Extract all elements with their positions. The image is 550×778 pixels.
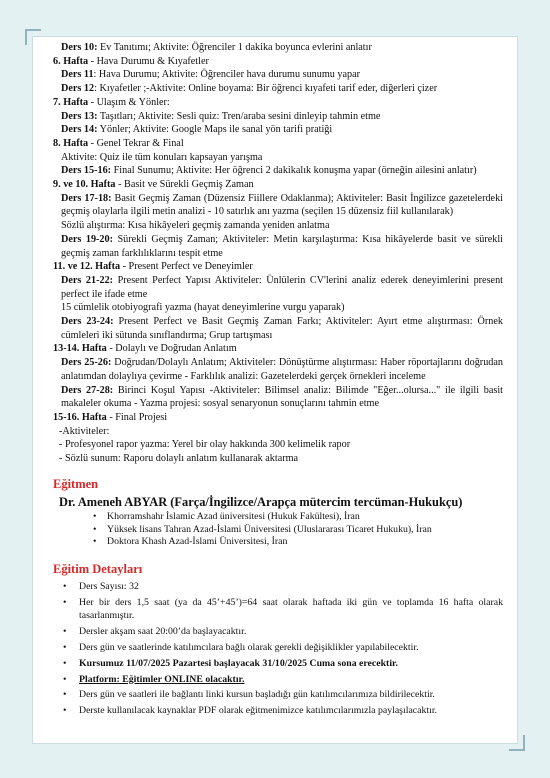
syllabus-line bbox=[53, 301, 503, 315]
syllabus-line-text: - Present Perfect ve Deneyimler bbox=[120, 261, 253, 273]
syllabus-line bbox=[53, 192, 503, 219]
syllabus-line-text: Sözlü alıştırma: Kısa hikâyeleri geçmiş zamanda yeniden anlatma bbox=[61, 220, 330, 232]
syllabus-line bbox=[53, 411, 503, 425]
syllabus-line-text: - Genel Tekrar & Final bbox=[88, 137, 184, 149]
syllabus-line-text: Present Perfect ve Basit Geçmiş Zaman Farkı; Aktiviteler: Ayırt etme alıştırması: Örnek cümleleri iki sütunda sınıflandırma; Grup tartışması bbox=[61, 316, 503, 341]
syllabus-line-text: Doğrudan/Dolaylı Anlatım; Aktiviteler: Dönüştürme alıştırması: Haber röportajlarını doğrudan anlatımdan dolaylıya çevirme - Farklılık analizi: Gazetelerdeki gerçek örnekleri inceleme bbox=[61, 357, 504, 382]
syllabus-line-text: Aktivite: Quiz ile tüm konuları kapsayan yarışma bbox=[61, 151, 263, 163]
syllabus-section bbox=[53, 41, 503, 466]
syllabus-line-text: -Aktiviteler: bbox=[59, 425, 110, 437]
syllabus-line-label: 13-14. Hafta bbox=[53, 343, 107, 355]
syllabus-line-label: Ders 14: bbox=[61, 124, 98, 136]
syllabus-line-text: Taşıtları; Aktivite: Sesli quiz: Tren/araba sesini dinleyip tahmin etme bbox=[97, 110, 381, 122]
syllabus-line bbox=[53, 110, 503, 124]
syllabus-line-label: Ders 15-16: bbox=[61, 165, 112, 177]
syllabus-line-text: 15 cümlelik otobiyografi yazma (hayat deneyimlerine vurgu yaparak) bbox=[61, 302, 345, 314]
syllabus-line-text: Sürekli Geçmiş Zaman; Aktiviteler: Metin karşılaştırma: Kısa hikâyelerde basit ve sürekli geçmiş zaman farklılıklarını tespit etme bbox=[61, 233, 503, 259]
detail-item bbox=[79, 596, 503, 622]
syllabus-line-text: : Kıyafetler ;-Aktivite: Online boyama: Bir öğrenci kıyafeti tarif eder, diğerleri çizer bbox=[94, 83, 438, 95]
syllabus-line bbox=[53, 356, 503, 383]
syllabus-line-text: - Basit ve Sürekli Geçmiş Zaman bbox=[115, 179, 254, 191]
syllabus-line-text: - Final Projesi bbox=[106, 411, 168, 423]
detail-item bbox=[79, 704, 503, 717]
syllabus-line-label: 6. Hafta bbox=[53, 55, 89, 67]
syllabus-line-text: - Dolaylı ve Doğrudan Anlatım bbox=[106, 343, 237, 355]
syllabus-line-label: 7. Hafta bbox=[53, 96, 89, 108]
syllabus-line-text: Yönler; Aktivite: Google Maps ile sanal yön tarifi pratiği bbox=[97, 124, 333, 136]
syllabus-line-text: Present Perfect Yapısı Aktiviteler: Ünlülerin CV'lerini analiz ederek deneyimlerini present perfect ile ifade etme bbox=[61, 274, 503, 300]
details-heading: Eğitim Detayları bbox=[53, 561, 143, 576]
syllabus-line-text: Birinci Koşul Yapısı -Aktiviteler: Bilimsel analiz: Bilimde "Eğer...olursa..." ile ilgili basit makaleler okuma - Yazma projesi: sosyal senaryonun sonuçlarını tahmin etme bbox=[61, 384, 503, 410]
syllabus-line-text: Ev Tanıtımı; Aktivite: Öğrenciler 1 dakika boyunca evlerini anlatır bbox=[97, 42, 372, 53]
syllabus-line bbox=[53, 233, 503, 260]
syllabus-line bbox=[53, 274, 503, 301]
education-list bbox=[53, 511, 503, 549]
syllabus-line-label: Ders 11 bbox=[61, 69, 94, 81]
education-item: • Yüksek lisans Tahran Azad-İslami Üniversitesi (Uluslararası Ticaret Hukuku), İran bbox=[107, 524, 503, 537]
syllabus-line-label: Ders 25-26: bbox=[61, 357, 112, 369]
syllabus-line-label: 8. Hafta bbox=[53, 137, 89, 149]
syllabus-line-label: Ders 13: bbox=[61, 110, 98, 122]
syllabus-line-label: 11. ve 12. Hafta bbox=[53, 261, 121, 273]
syllabus-line bbox=[53, 438, 503, 452]
syllabus-line-label: Ders 27-28: bbox=[61, 384, 114, 396]
detail-item bbox=[79, 641, 503, 654]
syllabus-line bbox=[53, 178, 503, 192]
detail-item bbox=[79, 580, 503, 593]
syllabus-line-label: Ders 17-18: bbox=[61, 192, 112, 204]
detail-item bbox=[79, 625, 503, 638]
syllabus-line bbox=[53, 164, 503, 178]
syllabus-line bbox=[53, 260, 503, 274]
syllabus-line bbox=[53, 342, 503, 356]
instructor-name: Dr. Ameneh ABYAR (Farça/İngilizce/Arapça mütercim tercüman-Hukukçu) bbox=[59, 494, 463, 509]
syllabus-line bbox=[53, 151, 503, 165]
detail-item-text: Her bir ders 1,5 saat (ya da 45’+45’)=64 saat olarak haftada iki gün ve toplamda 16 hafta olarak tasarlanmıştır. bbox=[79, 597, 503, 622]
syllabus-line-text: - Sözlü sunum: Raporu dolaylı anlatım kullanarak aktarma bbox=[59, 453, 299, 465]
syllabus-line bbox=[53, 315, 503, 342]
syllabus-line bbox=[53, 123, 503, 137]
syllabus-line-label: Ders 23-24: bbox=[61, 316, 114, 328]
syllabus-line bbox=[53, 41, 503, 55]
syllabus-line-label: Ders 21-22: bbox=[61, 274, 114, 286]
education-item: • Khorramshahr İslamic Azad üniversitesi (Hukuk Fakültesi), İran bbox=[107, 511, 503, 524]
detail-item-text: Ders gün ve saatlerinde katılımcılara bağlı olarak gerekli değişiklikler yapılabilecektir. bbox=[79, 642, 419, 653]
education-item: • Doktora Khash Azad-İslami Üniversitesi, İran bbox=[107, 536, 503, 549]
syllabus-line bbox=[53, 68, 503, 82]
syllabus-line bbox=[53, 55, 503, 69]
syllabus-line bbox=[53, 137, 503, 151]
detail-item bbox=[79, 673, 503, 686]
document-page bbox=[32, 36, 518, 744]
details-list bbox=[53, 580, 503, 717]
detail-item bbox=[79, 657, 503, 670]
instructor-heading: Eğitmen bbox=[53, 476, 99, 491]
detail-item-text: Kursumuz 11/07/2025 Pazartesi başlayacak 31/10/2025 Cuma sona erecektir. bbox=[79, 657, 398, 669]
syllabus-line-text: Final Sunumu; Aktivite: Her öğrenci 2 dakikalık konuşma yapar (örneğin ailesini anlatır) bbox=[111, 165, 477, 177]
syllabus-line bbox=[53, 219, 503, 233]
detail-item-text: Ders Sayısı: 32 bbox=[79, 581, 139, 593]
syllabus-line-label: 9. ve 10. Hafta bbox=[53, 179, 116, 191]
syllabus-line bbox=[53, 452, 503, 466]
detail-item-text: Dersler akşam saat 20:00’da başlayacaktır. bbox=[79, 626, 247, 638]
syllabus-line-text: - Profesyonel rapor yazma: Yerel bir olay hakkında 300 kelimelik rapor bbox=[59, 439, 351, 451]
syllabus-line bbox=[53, 384, 503, 411]
syllabus-line-text: - Hava Durumu & Kıyafetler bbox=[88, 55, 209, 67]
syllabus-line-text: : Hava Durumu; Aktivite: Öğrenciler hava durumu sunumu yapar bbox=[93, 69, 361, 81]
syllabus-line-text: Basit Geçmiş Zaman (Düzensiz Fiillere Odaklanma); Aktiviteler: Basit İngilizce gazetelerdeki geçmiş olaylarla ilgili metin analizi - 10 satırlık anı yazma (seçilen 15 düzensiz fiil kullanılarak) bbox=[61, 192, 503, 218]
syllabus-line-label: Ders 12 bbox=[61, 83, 95, 95]
syllabus-line-label: 15-16. Hafta bbox=[53, 411, 107, 423]
syllabus-line bbox=[53, 96, 503, 110]
detail-item-text: Ders gün ve saatleri ile bağlantı linki kursun başladığı gün katılımcılarımıza bildirilecektir. bbox=[79, 689, 435, 701]
syllabus-line-label: Ders 19-20: bbox=[61, 233, 114, 245]
detail-item-text: Derste kullanılacak kaynaklar PDF olarak eğitmenimizce katılımcılarımızla paylaşılacaktır. bbox=[79, 705, 437, 717]
syllabus-line-text: - Ulaşım & Yönler: bbox=[88, 96, 170, 108]
detail-item-text: Platform: Eğitimler ONLINE olacaktır. bbox=[79, 673, 245, 685]
detail-item bbox=[79, 688, 503, 701]
syllabus-line bbox=[53, 425, 503, 439]
syllabus-line bbox=[53, 82, 503, 96]
syllabus-line-label: Ders 10: bbox=[61, 42, 98, 53]
